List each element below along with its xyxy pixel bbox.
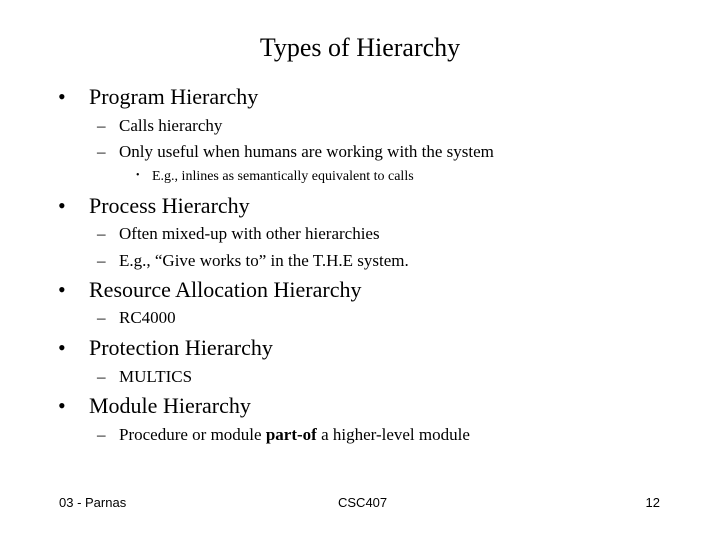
sub-bullet-text: RC4000 bbox=[119, 308, 176, 327]
bullet-module-hierarchy bbox=[58, 393, 251, 419]
emphasis-part-of: part-of bbox=[265, 425, 317, 444]
bullet-resource-allocation-hierarchy bbox=[58, 277, 361, 303]
bullet-text: Protection Hierarchy bbox=[89, 335, 273, 360]
slide-title: Types of Hierarchy bbox=[259, 33, 461, 62]
footer-left: 03 - Parnas bbox=[59, 495, 127, 510]
sub-bullet-marker: – bbox=[97, 251, 106, 270]
sub-bullet-text: MULTICS bbox=[119, 367, 193, 386]
sub-bullet-marker: – bbox=[97, 367, 106, 386]
sub-bullet-text: Procedure or module bbox=[119, 425, 266, 444]
bullet-marker: • bbox=[58, 84, 66, 109]
sub-bullet-multics bbox=[97, 367, 192, 387]
slide-number: 12 bbox=[645, 495, 660, 510]
sub-bullet-calls-hierarchy bbox=[97, 116, 222, 136]
bullet-protection-hierarchy bbox=[58, 335, 273, 361]
bullet-marker: • bbox=[58, 193, 66, 218]
sub-bullet-marker: – bbox=[97, 116, 106, 135]
sub-sub-bullet-inlines bbox=[136, 167, 414, 186]
sub-bullet-procedure-or-module bbox=[97, 425, 470, 445]
sub-bullet-text: Calls hierarchy bbox=[119, 116, 223, 135]
sub-bullet-only-useful bbox=[97, 142, 494, 162]
sub-bullet-text: Only useful when humans are working with the system bbox=[119, 142, 494, 161]
sub-sub-bullet-marker: • bbox=[136, 170, 140, 181]
sub-bullet-text: E.g., “Give works to” in the T.H.E system. bbox=[119, 251, 409, 270]
bullet-marker: • bbox=[58, 335, 66, 360]
bullet-text: Process Hierarchy bbox=[89, 193, 250, 218]
sub-bullet-marker: – bbox=[97, 142, 106, 161]
bullet-text: Resource Allocation Hierarchy bbox=[89, 277, 362, 302]
sub-sub-bullet-text: E.g., inlines as semantically equivalent to calls bbox=[152, 169, 414, 184]
sub-bullet-give-works-to bbox=[97, 251, 409, 271]
bullet-marker: • bbox=[58, 277, 66, 302]
footer-center: CSC407 bbox=[338, 495, 388, 510]
bullet-text: Module Hierarchy bbox=[89, 393, 251, 418]
bullet-process-hierarchy bbox=[58, 193, 250, 219]
sub-bullet-text: Often mixed-up with other hierarchies bbox=[119, 224, 380, 243]
sub-bullet-marker: – bbox=[97, 425, 106, 444]
sub-bullet-text-tail: a higher-level module bbox=[316, 425, 470, 444]
bullet-text: Program Hierarchy bbox=[89, 84, 259, 109]
sub-bullet-rc4000 bbox=[97, 308, 176, 328]
bullet-marker: • bbox=[58, 393, 66, 418]
bullet-program-hierarchy bbox=[58, 84, 258, 110]
sub-bullet-marker: – bbox=[97, 308, 106, 327]
sub-bullet-often-mixed-up bbox=[97, 224, 380, 244]
sub-bullet-marker: – bbox=[97, 224, 106, 243]
